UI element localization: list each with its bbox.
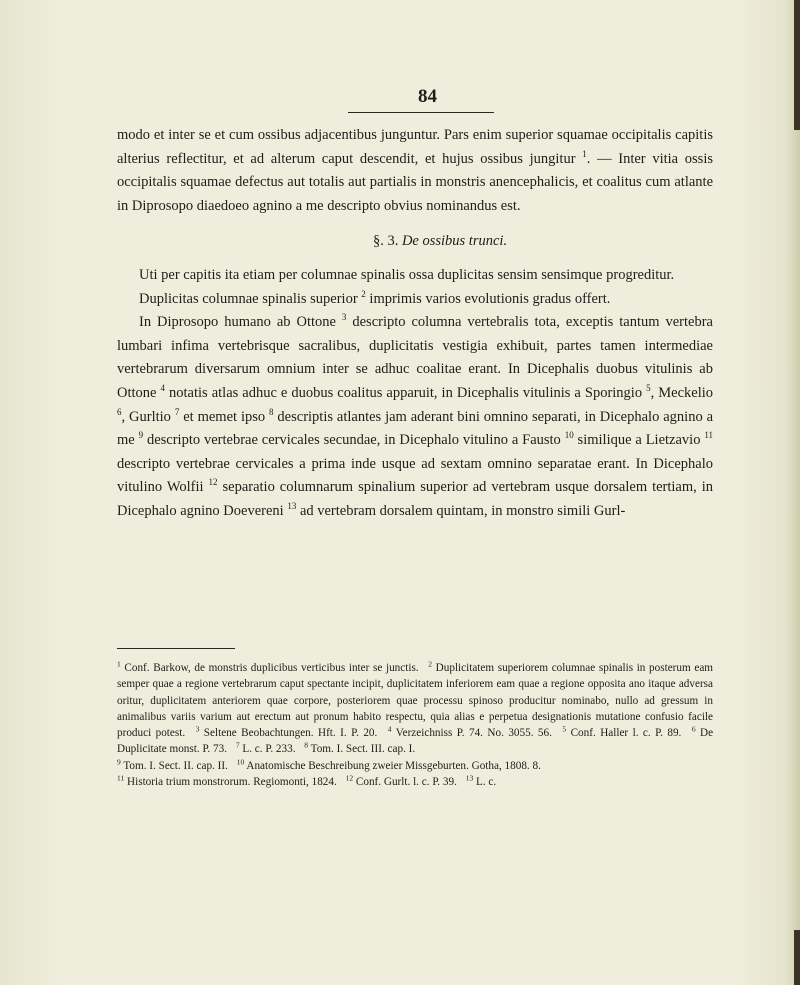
paragraph-2: Uti per capitis ita etiam per columnae spinalis ossa duplicitas sensim sensimque progreditur. [139, 266, 675, 283]
footnote-rule [117, 648, 235, 649]
footnote-ref[interactable]: 11 [704, 430, 714, 441]
footnote-ref[interactable]: 9 [138, 430, 144, 441]
footnote-ref[interactable]: 3 [341, 312, 347, 323]
page-edge-shadow [786, 0, 800, 985]
page-number: 84 [418, 86, 437, 107]
footnote-ref[interactable]: 13 [287, 501, 297, 512]
paragraph-4: In Diprosopo humano ab Ottone $^3$ descripto columna vertebralis tota, exceptis tantum vertebra lumbari infima vertebrisque sacralibus, duplicitatis vestigia exhibuit, partes tamen intermediae vertebrarum diversarum omnium inter se adhuc coalitae erant. In Dicephalis duobus vitulinis ab Ottone $^4$ notatis atlas adhuc e duobus coalitus apparuit, in Dicephalis vitulinis a Sporingio $^5$, Meckelio $^6$, Gurltio $^7$ et memet ipso $^8$ descriptis atlantes jam aderant bini omnino separati, in Dicephalo agnino a me $^9$ descripto vertebrae cervicales secundae, in Dicephalo vitulino a Fausto $^{10}$ similique a Lietzavio $^{11}$ descripto vertebrae cervicales a prima inde usque ad sextam omnino separatae erant. In Dicephalo vitulino Wolfii $^{12}$ separatio columnarum spinalium superior ad vertebram usque dorsalem tertiam, in Dicephalo agnino Doevereni $^{13}$ ad vertebram dorsalem quintam, in monstro simili Gurl- [117, 312, 714, 519]
section-heading [117, 230, 713, 254]
footnote-ref[interactable]: 4 [160, 383, 165, 394]
header-rule [348, 112, 494, 113]
footnote-1: $^1$ Conf. Barkow, de monstris duplicibus verticibus inter se junctis. $^2$ Duplicitatem superiorem columnae spinalis in posterum eam semper quae a regione vertebrarum caput spectante incipit, duplicitatem inferiorem eam quae a regione opposita ano itaque adversa oritur, duplicitatem anteriorem quae corpore, posteriorem quae processu spinoso producitur nominabo, nullo ad gressum in animalibus variis varium aut erectum aut pronum habito respectu, quia alias e perpetua designationis mutatione confusio facile produci potest. $^3$ Seltene Beobachtungen. Hft. I. P. 20. $^4$ Verzeichniss P. 74. No. 3055. 56. $^5$ Conf. Haller l. c. P. 89. $^6$ De Duplicitate monst. P. 73. $^7$ L. c. P. 233. $^8$ Tom. I. Sect. III. cap. I. $^9$ Tom. I. Sect. II. cap. II. $^{10}$ Anatomische Beschreibung zweier Missgeburten. Gotha, 1808. 8. $^{11}$ Historia trium monstrorum. Regiomonti, 1824. $^{12}$ Conf. Gurlt. l. c. P. 39. $^{13}$ L. c. [117, 659, 714, 789]
paragraph-3: Duplicitas columnae spinalis superior $^2$ imprimis varios evolutionis gradus offert. [139, 288, 611, 307]
footnote-ref[interactable]: 5 [646, 383, 651, 394]
footnote-ref[interactable]: 1 [582, 148, 587, 159]
binding-mark-top [794, 0, 800, 130]
footnote-ref[interactable]: 12 [208, 477, 218, 488]
section-number: §. 3. [372, 233, 399, 250]
binding-mark-bottom [794, 930, 800, 985]
section-title: De ossibus trunci. [401, 233, 508, 250]
footnotes [117, 660, 713, 790]
paragraph-1: modo et inter se et cum ossibus adjacentibus junguntur. Pars enim superior squamae occipitalis capitis alterius reflectitur, et ad alterum caput descendit, et hujus ossibus jungitur $^1$. — Inter vitia ossis occipitalis squamae defectus aut totalis aut partialis in monstris anencephalicis, et coalitus cum atlante in Diprosopo diaedoeo agnino a me descripto obvius nominandus est. [117, 127, 714, 214]
footnote-ref[interactable]: 7 [174, 406, 180, 417]
footnote-ref[interactable]: 8 [269, 406, 274, 417]
footnote-ref[interactable]: 2 [361, 288, 366, 299]
footnote-ref[interactable]: 6 [117, 406, 122, 417]
footnote-ref[interactable]: 10 [564, 430, 574, 441]
main-text [117, 124, 713, 524]
